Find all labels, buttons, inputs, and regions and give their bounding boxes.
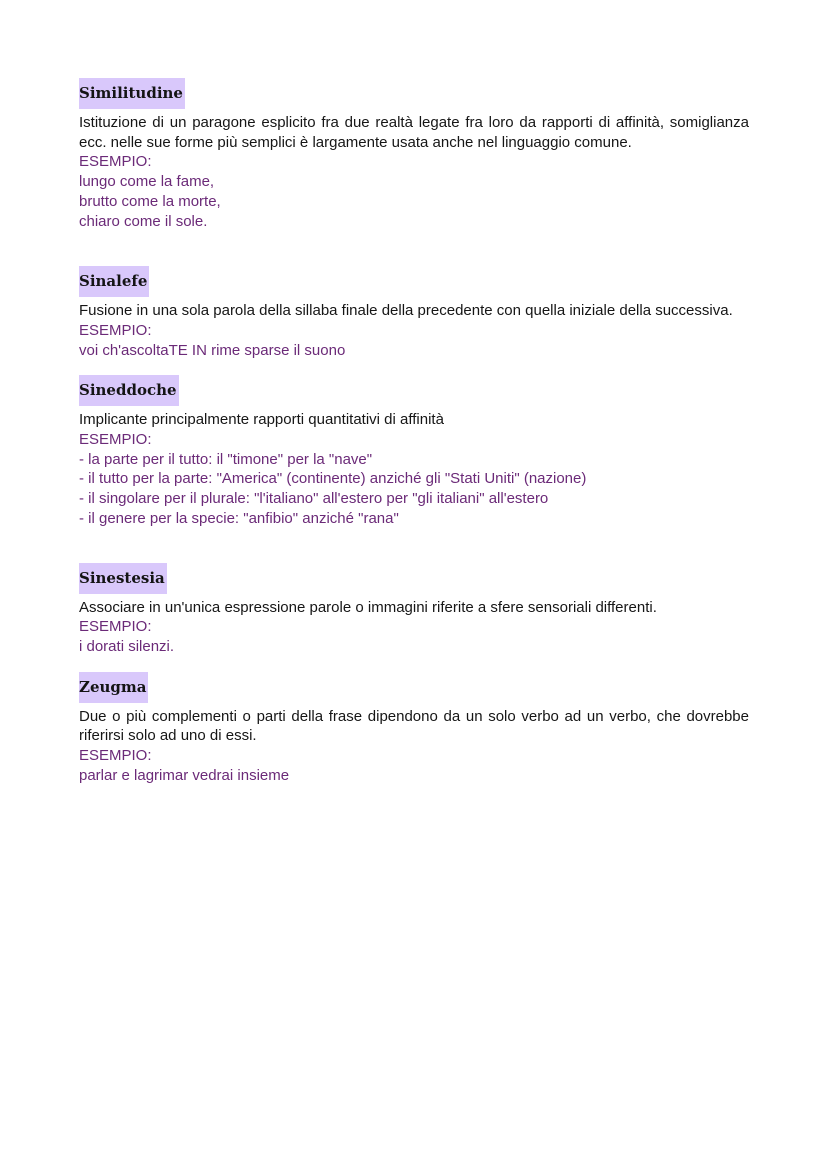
term-heading: Similitudine <box>79 78 185 109</box>
section-zeugma <box>79 672 749 786</box>
example-line: - il singolare per il plurale: "l'italiano" all'estero per "gli italiani" all'estero <box>79 490 549 508</box>
example-line: - il genere per la specie: "anfibio" anziché "rana" <box>79 509 399 527</box>
term-heading: Zeugma <box>79 672 148 703</box>
term-definition: Fusione in una sola parola della sillaba finale della precedente con quella iniziale della successiva. <box>79 302 733 320</box>
example-line: brutto come la morte, <box>79 192 221 210</box>
term-definition: Associare in un'unica espressione parole o immagini riferite a sfere sensoriali differenti. <box>79 598 657 616</box>
section-sinestesia <box>79 563 749 657</box>
term-definition: Due o più complementi o parti della frase dipendono da un solo verbo ad un verbo, che dovrebbe riferirsi solo ad uno di essi. <box>79 707 749 745</box>
term-definition: Istituzione di un paragone esplicito fra due realtà legate fra loro da rapporti di affinità, somiglianza ecc. nelle sue forme più semplici è largamente usata anche nel linguaggio comune. <box>79 114 749 151</box>
term-heading: Sinestesia <box>79 563 167 594</box>
example-label: ESEMPIO: <box>79 618 152 636</box>
example-line: - il tutto per la parte: "America" (continente) anziché gli "Stati Uniti" (nazione) <box>79 470 587 488</box>
example-label: ESEMPIO: <box>79 747 152 765</box>
term-definition: Implicante principalmente rapporti quantitativi di affinità <box>79 411 444 429</box>
term-heading: Sineddoche <box>79 375 179 406</box>
example-line: i dorati silenzi. <box>79 637 175 655</box>
section-similitudine <box>79 78 749 231</box>
example-label: ESEMPIO: <box>79 431 152 449</box>
example-label: ESEMPIO: <box>79 321 152 339</box>
example-line: lungo come la fame, <box>79 173 215 191</box>
example-label: ESEMPIO: <box>79 153 152 171</box>
example-line: - la parte per il tutto: il "timone" per la "nave" <box>79 450 373 468</box>
example-line: parlar e lagrimar vedrai insieme <box>79 766 290 784</box>
term-heading: Sinalefe <box>79 266 149 297</box>
document-page <box>79 78 749 785</box>
example-line: chiaro come il sole. <box>79 212 208 230</box>
example-line: voi ch'ascoltaTE IN rime sparse il suono <box>79 341 346 359</box>
section-sineddoche <box>79 375 749 528</box>
section-sinalefe <box>79 266 749 360</box>
